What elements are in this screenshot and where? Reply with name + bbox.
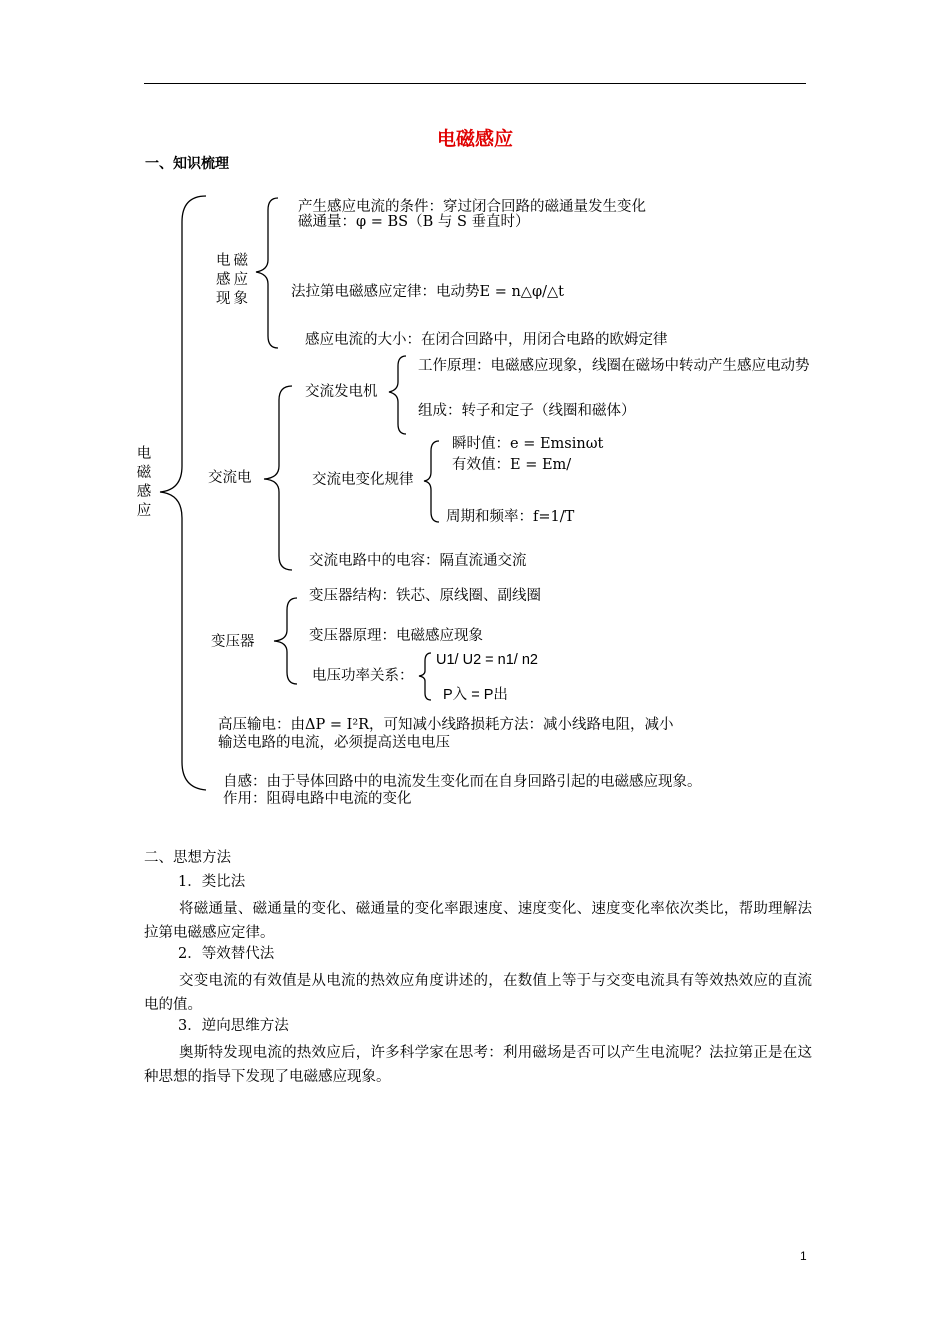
generator-label: 交流发电机: [305, 384, 378, 400]
em-item-current: 感应电流的大小：在闭合回路中，用闭合电路的欧姆定律: [305, 332, 668, 348]
root-label-text: 电磁感应: [136, 446, 152, 519]
transformer-structure: 变压器结构：铁芯、原线圈、副线圈: [309, 588, 541, 604]
em-item-faraday: 法拉第电磁感应定律：电动势E = n△φ/△t: [291, 284, 564, 300]
rules-item-period: 周期和频率：f=1/T: [446, 509, 575, 525]
root-label: [136, 445, 154, 521]
page-title: 电磁感应: [436, 128, 513, 150]
self-induction-line1: 自感：由于导体回路中的电流发生变化而在自身回路引起的电磁感应现象。: [223, 774, 702, 790]
generator-item-composition: 组成：转子和定子（线圈和磁体）: [418, 403, 636, 419]
relation-power: P入 = P出: [443, 687, 508, 703]
page-number: 1: [800, 1249, 807, 1263]
brace-rules: [424, 441, 439, 522]
rules-item-instant: 瞬时值：e = Emsinωt: [452, 436, 604, 452]
method-1-heading: 1．类比法: [178, 874, 246, 890]
ac-capacitor: 交流电路中的电容：隔直流通交流: [309, 553, 527, 569]
em-item-flux: 磁通量：φ = BS（B 与 S 垂直时）: [298, 214, 530, 230]
method-1-text: 将磁通量、磁通量的变化、磁通量的变化率跟速度、速度变化、速度变化率依次类比，帮助理解法拉第电磁感应定律。: [144, 901, 812, 941]
method-2-heading: 2．等效替代法: [178, 946, 275, 962]
brace-root: [160, 196, 206, 790]
rules-label: 交流电变化规律: [312, 472, 414, 488]
ac-label: 交流电: [208, 470, 252, 486]
generator-item-principle: 工作原理：电磁感应现象，线圈在磁场中转动产生感应电动势: [418, 358, 810, 374]
brace-transformer: [274, 598, 297, 684]
brace-ac: [264, 386, 292, 570]
transmission-line2: 输送电路的电流，必须提高送电电压: [218, 735, 450, 751]
transformer-relation-label: 电压功率关系：: [312, 668, 414, 684]
relation-voltage: U1/ U2 = n1/ n2: [436, 652, 538, 668]
method-3-heading: 3．逆向思维方法: [178, 1018, 289, 1034]
section-heading-knowledge: 一、知识梳理: [145, 156, 229, 172]
transformer-label: 变压器: [211, 634, 255, 650]
self-induction-line2: 作用：阻碍电路中电流的变化: [223, 791, 412, 807]
transmission-line1: 高压输电：由ΔP = I²R，可知减小线路损耗方法：减小线路电阻，减小: [218, 717, 674, 733]
transformer-principle: 变压器原理：电磁感应现象: [309, 628, 483, 644]
brace-relations: [419, 653, 431, 700]
method-3-text: 奥斯特发现电流的热效应后，许多科学家在思考：利用磁场是否可以产生电流呢？法拉第正是在这种思想的指导下发现了电磁感应现象。: [144, 1045, 812, 1085]
brace-em: [256, 198, 278, 348]
rules-item-effective: 有效值：E = Em/: [452, 457, 572, 473]
em-phenomenon-label: 电磁感应现象: [216, 253, 251, 307]
method-2-text: 交变电流的有效值是从电流的热效应角度讲述的，在数值上等于与交变电流具有等效热效应的直流电的值。: [144, 973, 812, 1013]
em-item-condition: 产生感应电流的条件：穿过闭合回路的磁通量发生变化: [298, 199, 646, 215]
section-heading-methods: 二、思想方法: [144, 850, 231, 866]
brace-generator: [389, 356, 406, 434]
